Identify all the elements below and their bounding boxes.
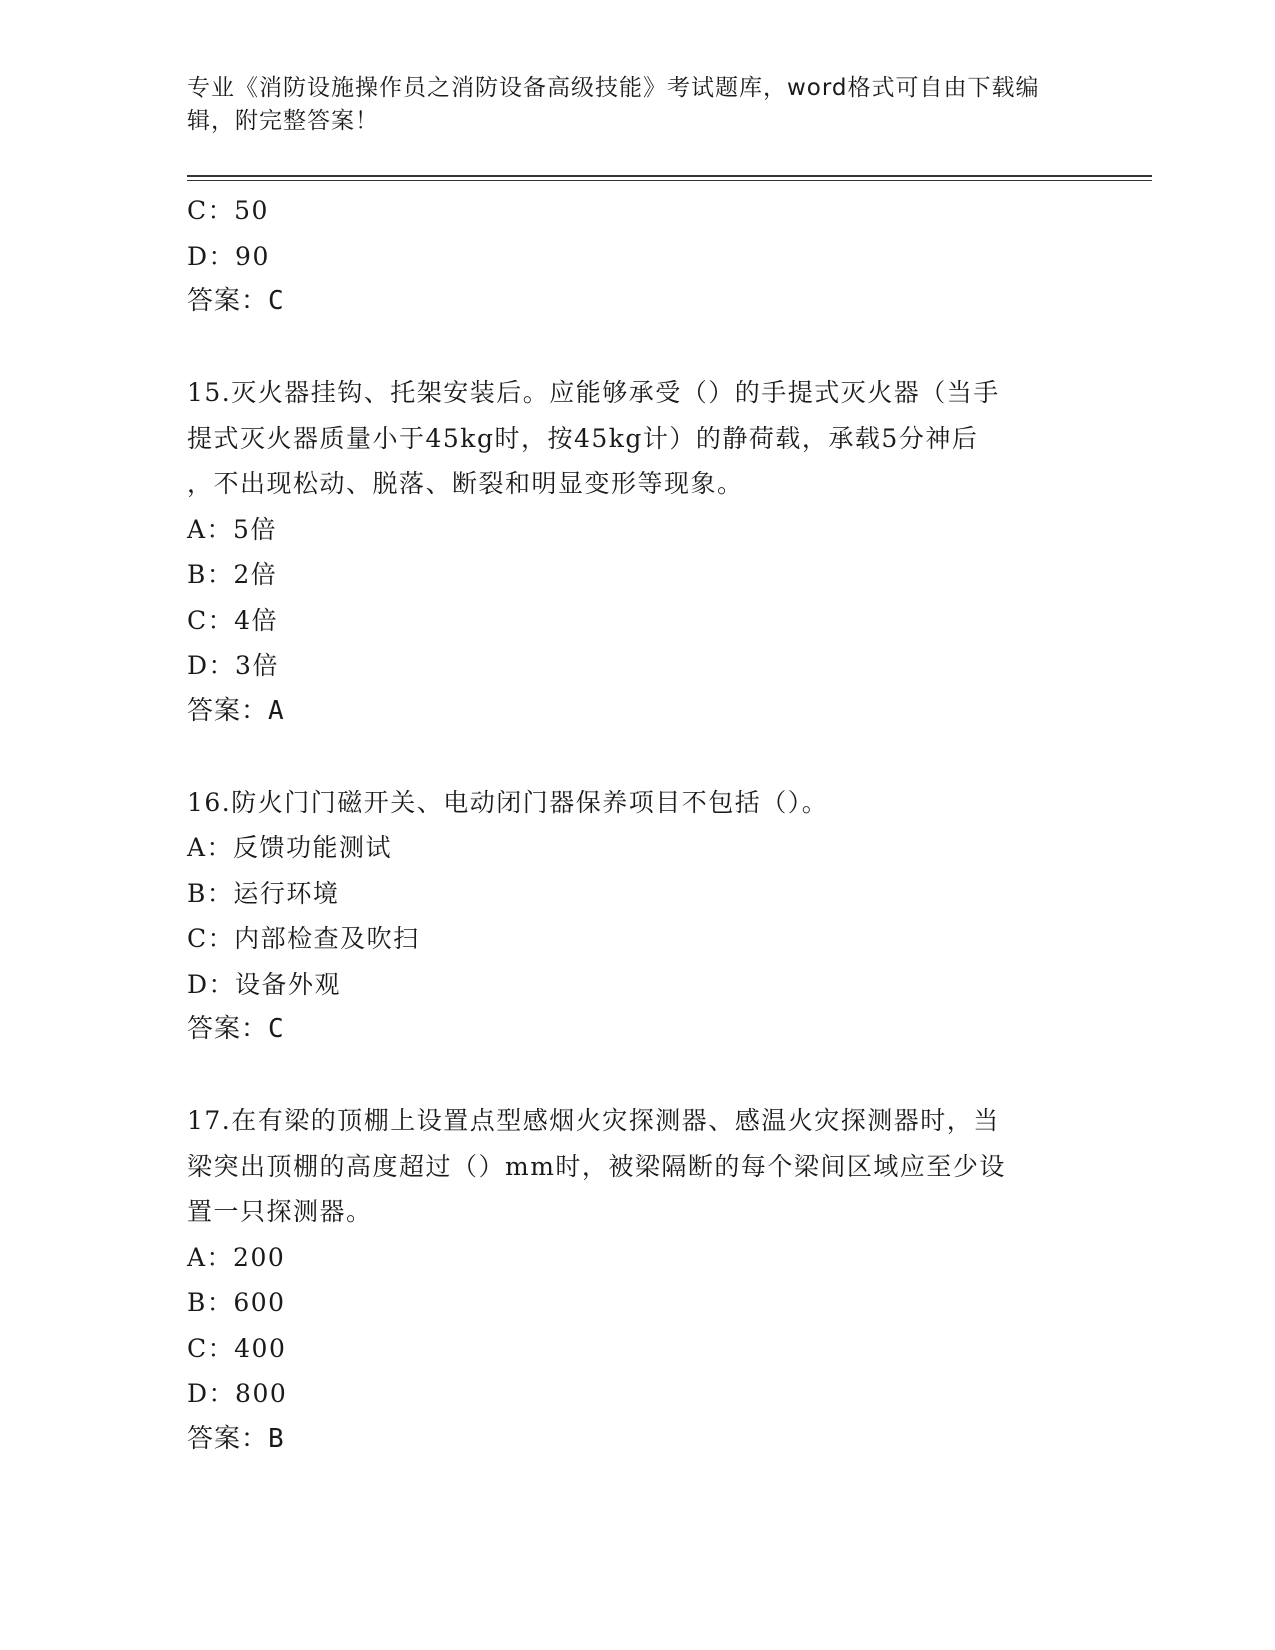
question-block-17 <box>187 1098 1087 1462</box>
answer-value: A <box>268 695 285 726</box>
option-c: C：50 <box>187 196 269 225</box>
question-block-prev <box>187 188 1087 325</box>
option-b: B：运行环境 <box>187 878 340 908</box>
question-text-line-3: 置一只探测器。 <box>187 1197 373 1226</box>
answer-value: C <box>268 1014 285 1044</box>
option-b: B：600 <box>187 1288 286 1317</box>
question-text-line-2: 提式灭火器质量小于45kg时，按45kg计）的静荷载，承载5分神后 <box>187 423 979 453</box>
answer-line <box>187 1007 1087 1053</box>
page-header <box>187 72 1077 138</box>
question-list <box>187 188 1087 1462</box>
option-d: D：3倍 <box>187 651 279 680</box>
option-a: A：200 <box>187 1242 286 1272</box>
answer-line <box>187 689 1087 735</box>
option-c: C：400 <box>187 1333 287 1363</box>
question-block-15 <box>187 370 1087 734</box>
answer-label: 答案： <box>187 286 269 316</box>
answer-value: B <box>268 1423 285 1454</box>
option-d: D：设备外观 <box>187 969 342 999</box>
option-a: A：反馈功能测试 <box>187 833 393 862</box>
header-line-2: 辑，附完整答案！ <box>187 108 379 134</box>
option-b: B：2倍 <box>187 560 278 589</box>
option-d: D：800 <box>187 1379 288 1408</box>
answer-value: C <box>268 286 285 316</box>
spacer <box>187 1053 1087 1099</box>
header-divider-thick <box>187 175 1152 177</box>
question-block-16 <box>187 780 1087 1053</box>
question-text-line-2: 梁突出顶棚的高度超过（）mm时，被梁隔断的每个梁间区域应至少设 <box>187 1151 1006 1181</box>
option-a: A：5倍 <box>187 514 277 544</box>
answer-line <box>187 1417 1087 1463</box>
header-divider-thin <box>187 180 1152 181</box>
option-c: C：内部检查及吹扫 <box>187 924 420 953</box>
spacer <box>187 325 1087 371</box>
question-text-line-1: 17.在有梁的顶棚上设置点型感烟火灾探测器、感温火灾探测器时，当 <box>187 1106 1000 1135</box>
answer-label: 答案： <box>187 695 269 726</box>
spacer <box>187 734 1087 780</box>
header-line-1: 专业《消防设施操作员之消防设备高级技能》考试题库，word格式可自由下载编 <box>187 75 1040 101</box>
question-text-line-1: 15.灭火器挂钩、托架安装后。应能够承受（）的手提式灭火器（当手 <box>187 378 1000 407</box>
answer-label: 答案： <box>187 1423 269 1454</box>
answer-line <box>187 279 1087 325</box>
answer-label: 答案： <box>187 1014 269 1044</box>
option-c: C：4倍 <box>187 605 279 635</box>
option-d: D：90 <box>187 241 270 271</box>
question-text-line-3: ，不出现松动、脱落、断裂和明显变形等现象。 <box>187 469 744 498</box>
question-text-line-1: 16.防火门门磁开关、电动闭门器保养项目不包括（）。 <box>187 787 829 817</box>
